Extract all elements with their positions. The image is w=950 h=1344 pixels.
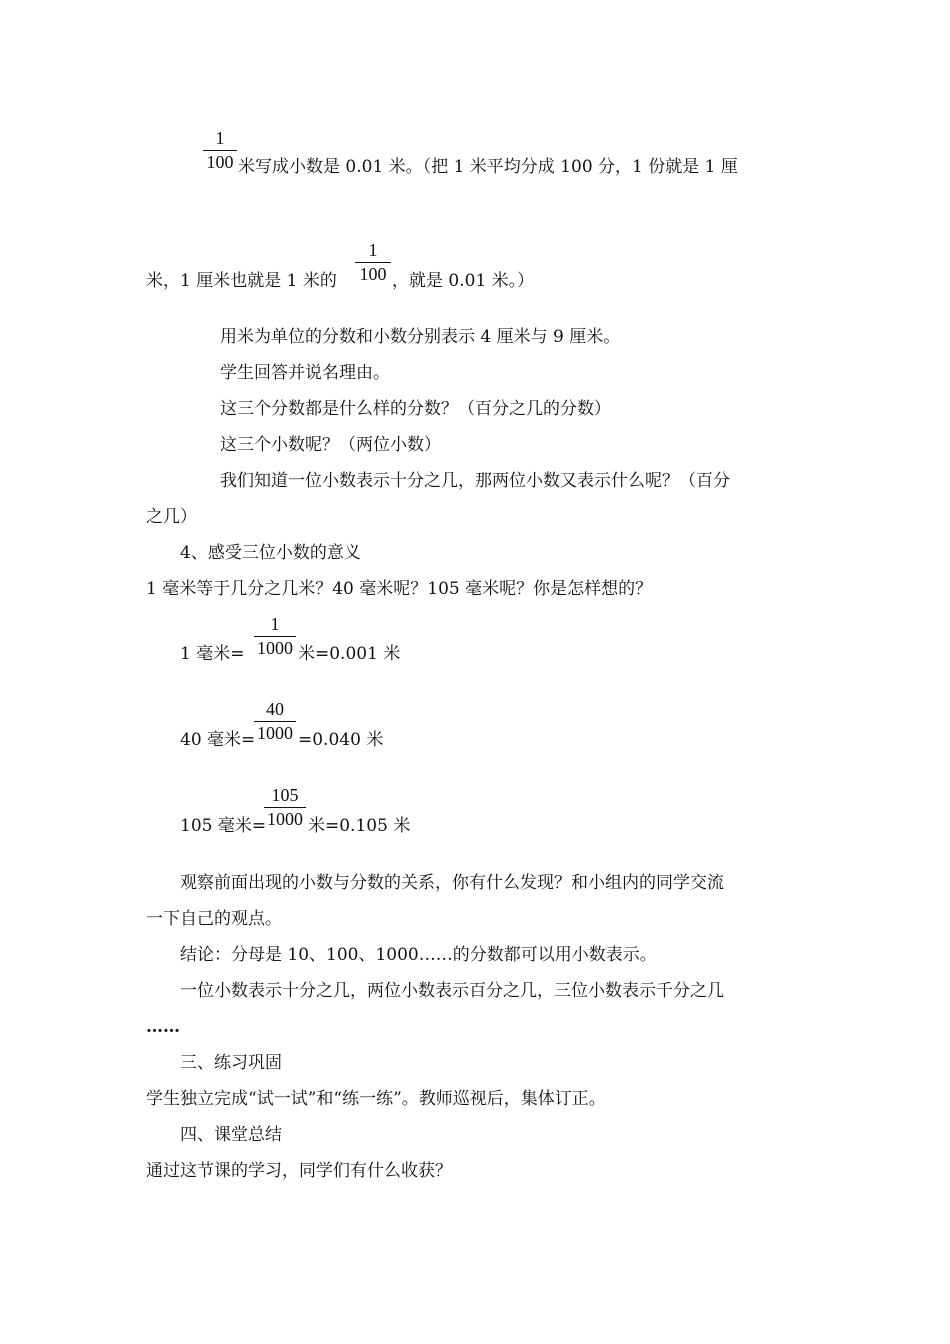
text-line: 米写成小数是 0.01 米。（把 1 米平均分成 100 分，1 份就是 1 厘 bbox=[238, 157, 738, 177]
fraction-bar bbox=[254, 721, 296, 722]
text-line: 1 毫米等于几分之几米？40 毫米呢？105 毫米呢？你是怎样想的？ bbox=[146, 579, 653, 599]
fraction-105-1000 bbox=[264, 785, 306, 829]
text-line: 结论：分母是 10、100、1000……的分数都可以用小数表示。 bbox=[180, 945, 657, 965]
section-heading: 四、课堂总结 bbox=[180, 1125, 282, 1145]
text-line: 我们知道一位小数表示十分之几，那两位小数又表示什么呢？（百分 bbox=[220, 471, 730, 491]
text-line: ，就是 0.01 米。） bbox=[392, 271, 535, 291]
numerator: 1 bbox=[215, 128, 225, 148]
text-line: 一下自己的观点。 bbox=[146, 909, 282, 929]
text-line: 用米为单位的分数和小数分别表示 4 厘米与 9 厘米。 bbox=[220, 327, 621, 347]
fraction-1-1000 bbox=[254, 614, 296, 658]
numerator: 1 bbox=[270, 614, 280, 634]
section-heading: 三、练习巩固 bbox=[180, 1053, 282, 1073]
fraction-1-100 bbox=[203, 128, 237, 172]
text-line: 一位小数表示十分之几，两位小数表示百分之几，三位小数表示千分之几 bbox=[180, 981, 724, 1001]
numerator: 105 bbox=[271, 785, 299, 805]
text-line: 通过这节课的学习，同学们有什么收获？ bbox=[146, 1161, 452, 1181]
text-line: 学生回答并说名理由。 bbox=[220, 363, 390, 383]
denominator: 1000 bbox=[257, 638, 293, 658]
fraction-40-1000 bbox=[254, 699, 296, 743]
fraction-bar bbox=[203, 150, 237, 151]
section-heading: 4、感受三位小数的意义 bbox=[180, 543, 361, 563]
text-line: 米，1 厘米也就是 1 米的 bbox=[146, 271, 337, 291]
equation-prefix: 105 毫米= bbox=[180, 816, 267, 836]
fraction-bar bbox=[355, 262, 391, 263]
denominator: 1000 bbox=[257, 723, 293, 743]
equation-prefix: 1 毫米= bbox=[180, 644, 245, 664]
numerator: 1 bbox=[368, 240, 378, 260]
fraction-bar bbox=[264, 807, 306, 808]
fraction-1-100 bbox=[355, 240, 391, 284]
denominator: 100 bbox=[359, 264, 387, 284]
denominator: 1000 bbox=[267, 809, 303, 829]
text-line: 学生独立完成“试一试”和“练一练”。教师巡视后，集体订正。 bbox=[146, 1089, 606, 1109]
equation-prefix: 40 毫米= bbox=[180, 730, 256, 750]
denominator: 100 bbox=[206, 152, 234, 172]
text-line: 这三个小数呢？（两位小数） bbox=[220, 435, 441, 455]
text-line: …… bbox=[146, 1017, 180, 1037]
text-line: 之几） bbox=[146, 507, 197, 527]
text-line: 这三个分数都是什么样的分数？（百分之几的分数） bbox=[220, 399, 611, 419]
equation-suffix: 米=0.001 米 bbox=[298, 644, 401, 664]
equation-suffix: 米=0.105 米 bbox=[308, 816, 411, 836]
fraction-bar bbox=[254, 636, 296, 637]
equation-suffix: =0.040 米 bbox=[298, 730, 384, 750]
text-line: 观察前面出现的小数与分数的关系，你有什么发现？和小组内的同学交流 bbox=[180, 873, 724, 893]
numerator: 40 bbox=[266, 699, 284, 719]
